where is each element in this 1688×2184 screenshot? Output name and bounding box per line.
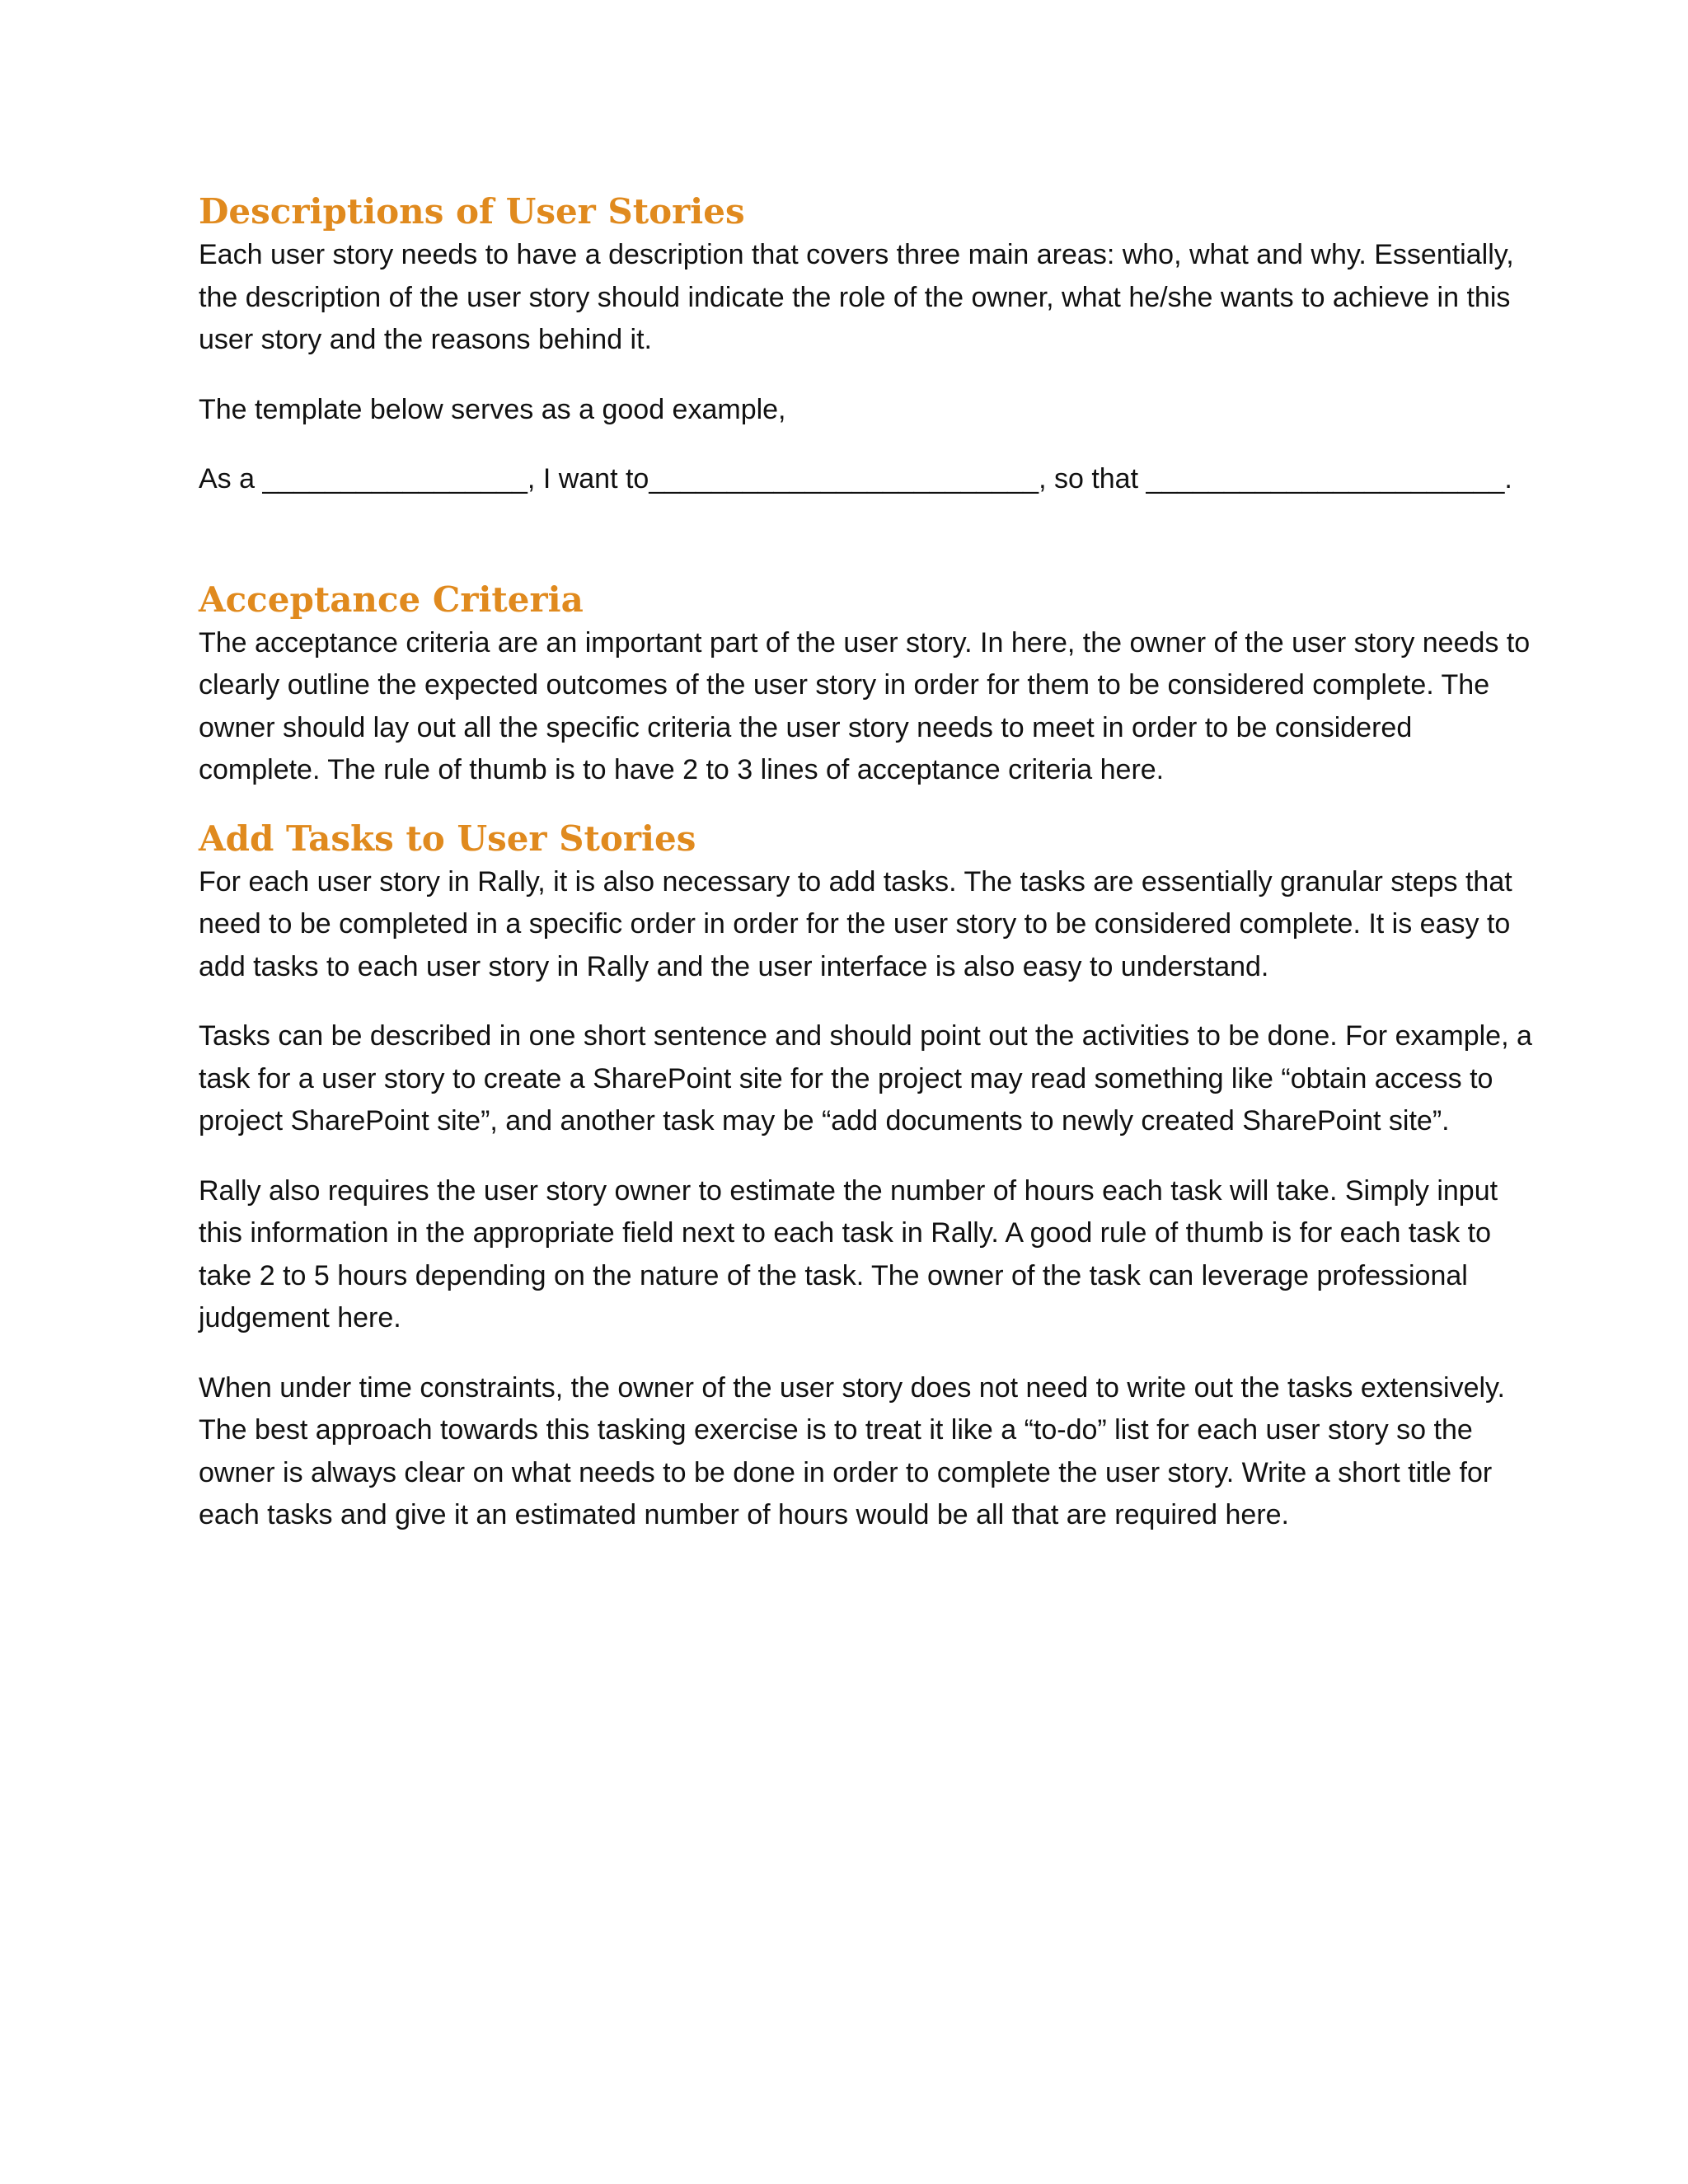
document-page bbox=[199, 190, 1534, 1537]
heading-add-tasks-to-user-stories: Add Tasks to User Stories bbox=[199, 818, 696, 859]
paragraph-template-intro: The template below serves as a good example, bbox=[199, 393, 786, 425]
paragraph-task-description: Tasks can be described in one short sentence and should point out the activities to be done. For example, a task for a user story to create a SharePoint site for the project may read something like “obtain access to project SharePoint site”, and another task may be “add documents to newly created SharePoint site”. bbox=[199, 1020, 1532, 1137]
heading-acceptance-criteria: Acceptance Criteria bbox=[199, 579, 584, 620]
heading-descriptions-of-user-stories: Descriptions of User Stories bbox=[199, 191, 745, 232]
paragraph-time-constraints: When under time constraints, the owner of the user story does not need to write out the tasks extensively. The best approach towards this tasking exercise is to treat it like a “to-do” list for each user story so the owner is always clear on what needs to be done in order to complete the user story. Write a short title for each tasks and give it an estimated number of hours would be all that are required here. bbox=[199, 1371, 1505, 1530]
paragraph-user-story-template: As a _________________, I want to_________________________, so that _______________________. bbox=[199, 463, 1512, 494]
paragraph-task-hours-estimate: Rally also requires the user story owner to estimate the number of hours each task will take. Simply input this information in the appropriate field next to each task in Rally. A good rule of thumb is for each task to take 2 to 5 hours depending on the nature of the task. The owner of the task can leverage professional judgement here. bbox=[199, 1174, 1498, 1333]
paragraph-acceptance-criteria: The acceptance criteria are an important part of the user story. In here, the owner of the user story needs to clearly outline the expected outcomes of the user story in order for them to be considered complete. The owner should lay out all the specific criteria the user story needs to meet in order to be considered complete. The rule of thumb is to have 2 to 3 lines of acceptance criteria here. bbox=[199, 626, 1531, 785]
paragraph-user-story-description: Each user story needs to have a description that covers three main areas: who, what and why. Essentially, the description of the user story should indicate the role of the owner, what he/she wants to achieve in this user story and the reasons behind it. bbox=[199, 239, 1514, 355]
paragraph-tasks-in-rally: For each user story in Rally, it is also necessary to add tasks. The tasks are essentially granular steps that need to be completed in a specific order in order for the user story to be considered complete. It is easy to add tasks to each user story in Rally and the user interface is also easy to understand. bbox=[199, 865, 1512, 982]
